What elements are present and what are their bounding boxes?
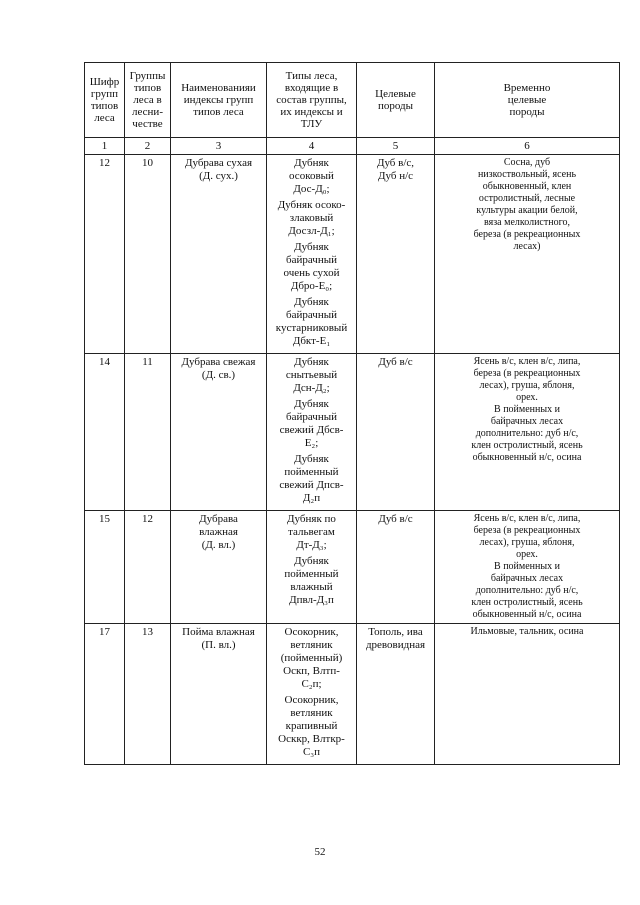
forest-type: Дубняк байрачный свежий Дбсв- Е₂; (279, 398, 344, 449)
temporary-target-species: Ясень в/с, клен в/с, липа, береза (в рекреационных лесах), груша, яблоня, орех. В пойменных и байрачных лесах дополнительно: дуб н/с, клен остролистный, ясень обыкновенный н/с, осина (435, 511, 620, 624)
group-number: 12 (125, 511, 171, 624)
forest-types-cell (267, 624, 357, 765)
column-header: Целевые породы (357, 63, 435, 138)
group-number: 10 (125, 155, 171, 354)
forest-types-cell (267, 155, 357, 354)
column-number: 3 (171, 138, 267, 155)
column-header: Шифр групп типов леса (85, 63, 125, 138)
column-header: Временно целевые породы (435, 63, 620, 138)
forest-types-cell (267, 511, 357, 624)
column-number: 4 (267, 138, 357, 155)
target-species: Дуб в/с (357, 511, 435, 624)
group-number: 11 (125, 354, 171, 511)
table-row (85, 354, 620, 511)
forest-types-table (84, 62, 620, 765)
temporary-target-species: Ильмовые, тальник, осина (435, 624, 620, 765)
group-name: Дубрава влажная (Д. вл.) (171, 511, 267, 624)
group-name: Дубрава сухая (Д. сух.) (171, 155, 267, 354)
forest-type: Осокорник, ветляник крапивный Осккр, Влткр- С₃п (278, 694, 345, 758)
column-number: 5 (357, 138, 435, 155)
group-code: 12 (85, 155, 125, 354)
group-code: 17 (85, 624, 125, 765)
group-code: 15 (85, 511, 125, 624)
table-row (85, 624, 620, 765)
forest-types-cell (267, 354, 357, 511)
page-number: 52 (314, 846, 326, 858)
forest-type: Дубняк осоковый Дос-Д₀; (289, 157, 334, 195)
header-row (85, 63, 620, 138)
group-name: Пойма влажная (П. вл.) (171, 624, 267, 765)
target-species: Дуб в/с (357, 354, 435, 511)
target-species: Тополь, ива древовидная (357, 624, 435, 765)
forest-type: Дубняк пойменный свежий Дпсв- Д₂п (279, 453, 344, 504)
column-header: Наименованияи индексы групп типов леса (171, 63, 267, 138)
column-number: 1 (85, 138, 125, 155)
temporary-target-species: Сосна, дуб низкоствольный, ясень обыкновенный, клен остролистный, лесные культуры акации белой, вяза мелколистного, береза (в рекреационных лесах) (435, 155, 620, 354)
column-number: 2 (125, 138, 171, 155)
table-row (85, 155, 620, 354)
forest-type: Осокорник, ветляник (пойменный) Оскп, Влтп- С₂п; (280, 626, 343, 690)
column-number: 6 (435, 138, 620, 155)
column-header: Группы типов леса в лесни- честве (125, 63, 171, 138)
group-name: Дубрава свежая (Д. св.) (171, 354, 267, 511)
forest-type: Дубняк по тальвегам Дт-Д₃; (287, 513, 336, 551)
forest-type: Дубняк байрачный очень сухой Дбро-Е₀; (283, 241, 340, 292)
forest-type: Дубняк снытьевый Дсн-Д₂; (285, 356, 338, 394)
group-code: 14 (85, 354, 125, 511)
forest-type: Дубняк осоко- злаковый Досзл-Д₁; (277, 199, 346, 237)
target-species: Дуб в/с, Дуб н/с (357, 155, 435, 354)
temporary-target-species: Ясень в/с, клен в/с, липа, береза (в рекреационных лесах), груша, яблоня, орех. В пойменных и байрачных лесах дополнительно: дуб н/с, клен остролистный, ясень обыкновенный н/с, осина (435, 354, 620, 511)
table-row (85, 511, 620, 624)
column-number-row (85, 138, 620, 155)
forest-type: Дубняк пойменный влажный Дпвл-Д₃п (284, 555, 339, 606)
column-header: Типы леса, входящие в состав группы, их индексы и ТЛУ (267, 63, 357, 138)
forest-type: Дубняк байрачный кустарниковый Дбкт-Е₁ (275, 296, 348, 347)
group-number: 13 (125, 624, 171, 765)
